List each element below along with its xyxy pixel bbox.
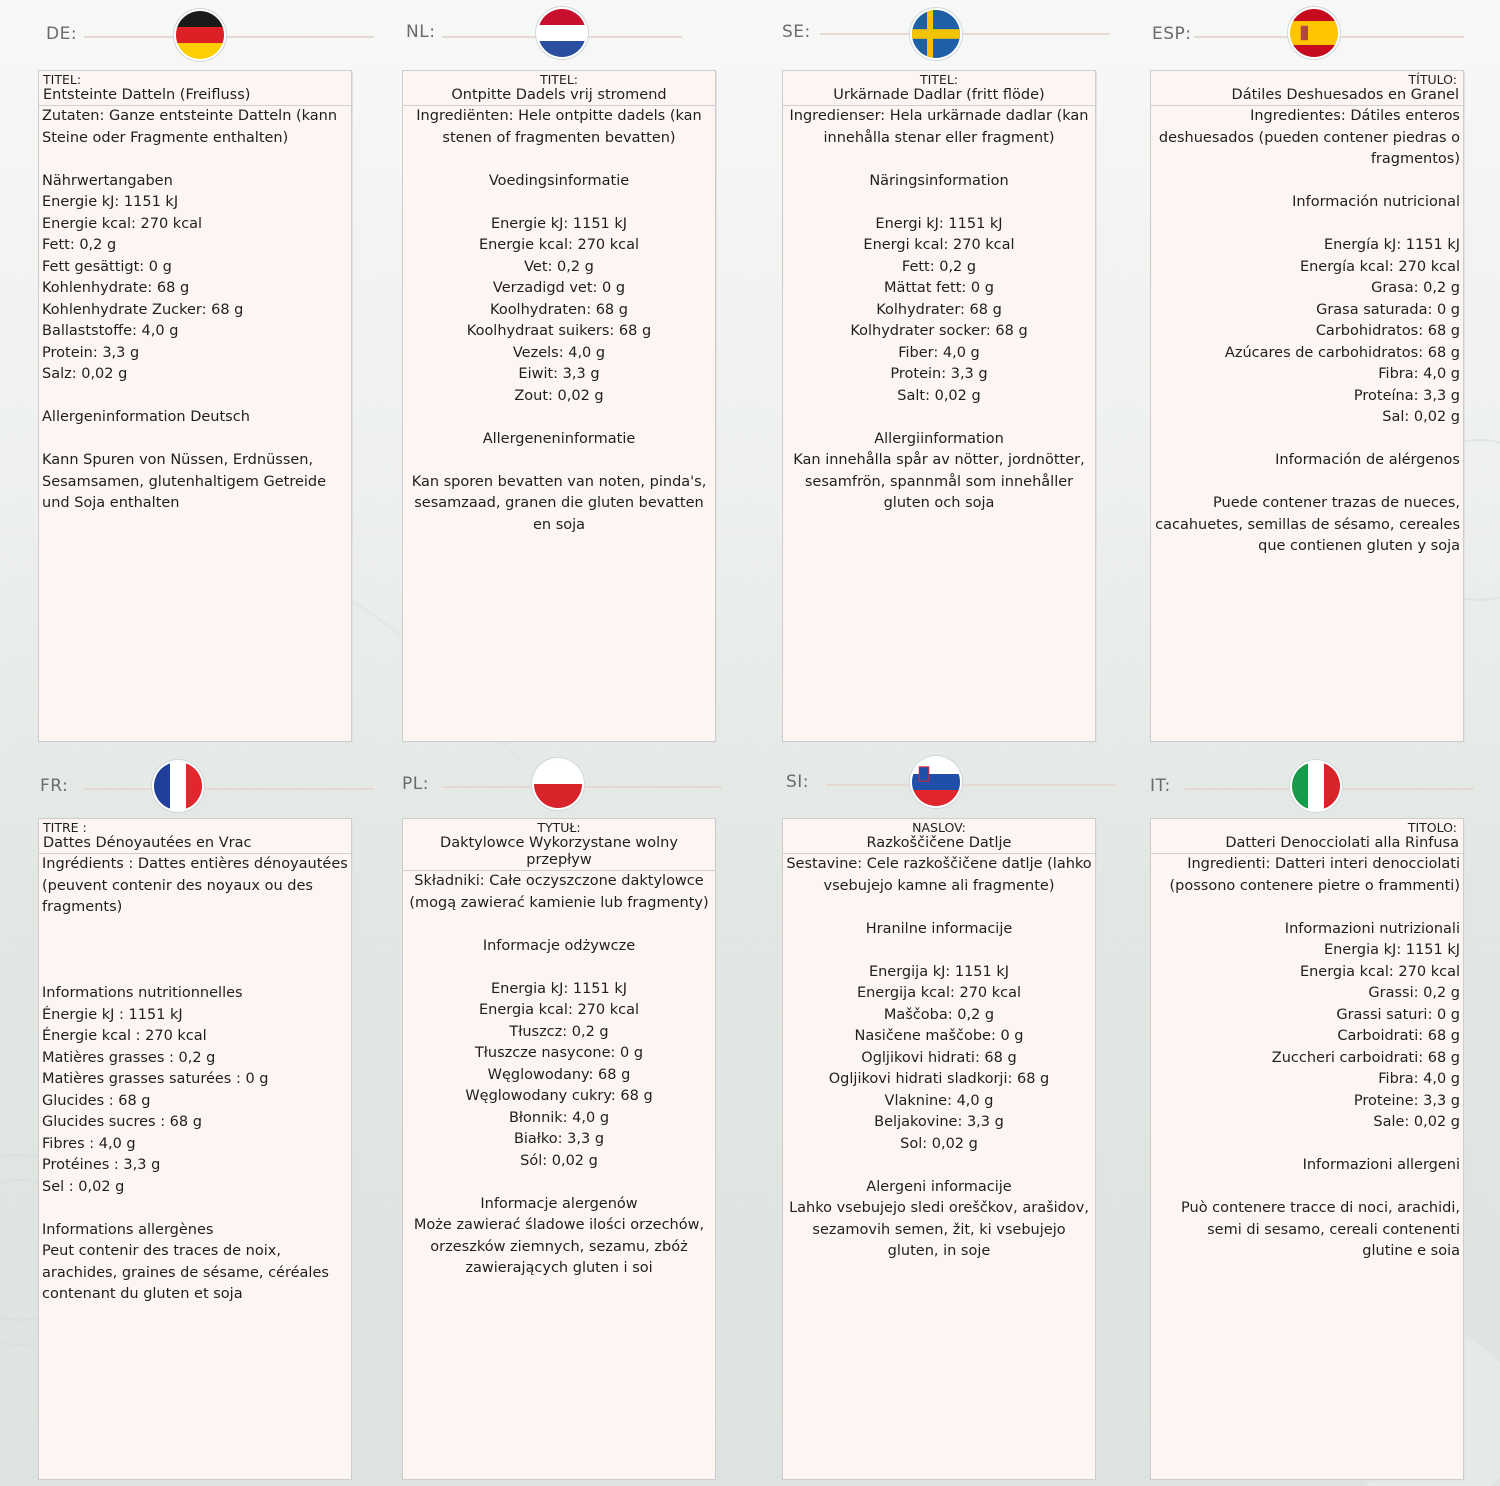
label-card — [38, 818, 352, 1480]
panel-nl — [402, 0, 772, 725]
france-flag-icon — [154, 762, 202, 810]
product-title: Daktylowce Wykorzystane wolny przepływ — [403, 835, 715, 871]
slovenia-flag-icon — [912, 758, 960, 806]
label-body: Ingrédients : Dattes entières dénoyautées (peuvent contenir des noyaux ou des fragments) Informations nutritionnelles Énergie kJ : 1151 kJ Énergie kcal : 270 kcal Matières grasses : 0,2 g Matières grasses saturées : 0 g Glucides : 68 g Glucides sucres : 68 g Fibres : 4,0 g Protéines : 3,3 g Sel : 0,02 g Informations allergènes Peut contenir des traces de noix, arachides, graines de sésame, céréales contenant du gluten et soja — [42, 856, 348, 1302]
divider — [84, 36, 374, 38]
divider — [820, 33, 1110, 35]
panel-it — [1150, 748, 1500, 1473]
label-card — [782, 818, 1096, 1480]
language-code: SE: — [782, 22, 811, 42]
label-card — [402, 70, 716, 742]
product-title: Entsteinte Datteln (Freifluss) — [39, 87, 351, 106]
language-header — [782, 0, 1152, 66]
title-label: TITEL: — [919, 72, 959, 87]
divider — [826, 784, 1116, 786]
language-header — [1150, 748, 1500, 814]
panel-si — [782, 748, 1152, 1473]
netherlands-flag-icon — [538, 9, 586, 57]
language-header — [38, 748, 408, 814]
panel-pl — [402, 748, 772, 1473]
product-title: Razkoščičene Datlje — [783, 835, 1095, 854]
label-card — [1150, 70, 1464, 742]
language-code: IT: — [1150, 776, 1171, 796]
title-label: NASLOV: — [912, 820, 966, 835]
label-card — [402, 818, 716, 1480]
product-title: Urkärnade Dadlar (fritt flöde) — [783, 87, 1095, 106]
product-title: Dátiles Deshuesados en Granel — [1151, 87, 1463, 106]
language-header — [782, 748, 1152, 814]
spain-flag-icon — [1290, 9, 1338, 57]
product-title: Dattes Dénoyautées en Vrac — [39, 835, 351, 854]
language-header — [402, 0, 772, 66]
divider — [442, 786, 722, 788]
product-title: Ontpitte Dadels vrij stromend — [403, 87, 715, 106]
label-card — [38, 70, 352, 742]
germany-flag-icon — [176, 11, 224, 59]
label-body: Zutaten: Ganze entsteinte Datteln (kann Steine oder Fragmente enthalten) Nährwertangaben Energie kJ: 1151 kJ Energie kcal: 270 kcal Fett: 0,2 g Fett gesättigt: 0 g Kohlenhydrate: 68 g Kohlenhydrate Zucker: 68 g Ballaststoffe: 4,0 g Protein: 3,3 g Salz: 0,02 g Allergeninformation Deutsch Kann Spuren von Nüssen, Erdnüssen, Sesamsamen, glutenhaltigem Getreide und Soja enthalten — [42, 108, 338, 511]
language-code: DE: — [46, 24, 78, 44]
divider — [84, 788, 374, 790]
title-label: TITOLO: — [1407, 820, 1457, 835]
italy-flag-icon — [1292, 762, 1340, 810]
label-body: Ingrediënten: Hele ontpitte dadels (kan stenen of fragmenten bevatten) Voedingsinformatie Energie kJ: 1151 kJ Energie kcal: 270 kcal Vet: 0,2 g Verzadigd vet: 0 g Koolhydraten: 68 g Koolhydraat suikers: 68 g Vezels: 4,0 g Eiwit: 3,3 g Zout: 0,02 g Allergeneninformatie Kan sporen bevatten van noten, pinda's, sesamzaad, granen die gluten bevatten en soja — [411, 108, 707, 533]
label-card — [1150, 818, 1464, 1480]
label-body: Ingredienti: Datteri interi denocciolati (possono contenere pietre o frammenti) Informazioni nutrizionali Energia kJ: 1151 kJ Energia kcal: 270 kcal Grassi: 0,2 g Grassi saturi: 0 g Carboidrati: 68 g Zuccheri carboidrati: 68 g Fibra: 4,0 g Proteine: 3,3 g Sale: 0,02 g Informazioni allergeni Può contenere tracce di noci, arachidi, semi di sesamo, cereali contenenti glutine e soia — [1169, 856, 1460, 1259]
label-body: Ingredienser: Hela urkärnade dadlar (kan innehålla stenar eller fragment) Näringsinformation Energi kJ: 1151 kJ Energi kcal: 270 kcal Fett: 0,2 g Mättat fett: 0 g Kolhydrater: 68 g Kolhydrater socker: 68 g Fiber: 4,0 g Protein: 3,3 g Salt: 0,02 g Allergiinformation Kan innehålla spår av nötter, jordnötter, sesamfrön, spannmål som innehåller gluten och soja — [789, 108, 1089, 511]
title-label: TITEL: — [539, 72, 579, 87]
title-label: TITEL: — [43, 72, 82, 87]
language-header — [1150, 0, 1500, 66]
language-code: ESP: — [1152, 24, 1192, 44]
language-code: SI: — [786, 772, 810, 792]
panel-se — [782, 0, 1152, 725]
language-header — [402, 748, 772, 814]
label-body: Składniki: Całe oczyszczone daktylowce (mogą zawierać kamienie lub fragmenty) Informacje odżywcze Energia kJ: 1151 kJ Energia kcal: 270 kcal Tłuszcz: 0,2 g Tłuszcze nasycone: 0 g Węglowodany: 68 g Węglowodany cukry: 68 g Błonnik: 4,0 g Białko: 3,3 g Sól: 0,02 g Informacje alergenów Może zawierać śladowe ilości orzechów, orzeszków ziemnych, sezamu, zbóż zawierających gluten i soi — [409, 873, 709, 1276]
product-title: Datteri Denocciolati alla Rinfusa — [1151, 835, 1463, 854]
panel-esp — [1150, 0, 1500, 725]
language-code: FR: — [40, 776, 69, 796]
panel-fr — [38, 748, 408, 1473]
title-label: TYTUŁ: — [537, 820, 581, 835]
panel-de — [38, 0, 408, 725]
title-label: TITRE : — [43, 820, 87, 835]
label-card — [782, 70, 1096, 742]
language-code: PL: — [402, 774, 429, 794]
poland-flag-icon — [534, 760, 582, 808]
language-code: NL: — [406, 22, 436, 42]
label-body: Ingredientes: Dátiles enteros deshuesados (pueden contener piedras o fragmentos) Información nutricional Energía kJ: 1151 kJ Energía kcal: 270 kcal Grasa: 0,2 g Grasa saturada: 0 g Carbohidratos: 68 g Azúcares de carbohidratos: 68 g Fibra: 4,0 g Proteína: 3,3 g Sal: 0,02 g Información de alérgenos Puede contener trazas de nueces, cacahuetes, semillas de sésamo, cereales que contienen gluten y soja — [1155, 108, 1460, 554]
title-label: TÍTULO: — [1408, 72, 1457, 87]
label-body: Sestavine: Cele razkoščičene datlje (lahko vsebujejo kamne ali fragmente) Hranilne informacije Energija kJ: 1151 kJ Energija kcal: 270 kcal Maščoba: 0,2 g Nasičene maščobe: 0 g Ogljikovi hidrati: 68 g Ogljikovi hidrati sladkorji: 68 g Vlaknine: 4,0 g Beljakovine: 3,3 g Sol: 0,02 g Alergeni informacije Lahko vsebujejo sledi oreščkov, arašidov, sezamovih semen, žit, ki vsebujejo gluten, in soje — [786, 856, 1092, 1259]
sweden-flag-icon — [912, 10, 960, 58]
language-header — [38, 0, 408, 66]
